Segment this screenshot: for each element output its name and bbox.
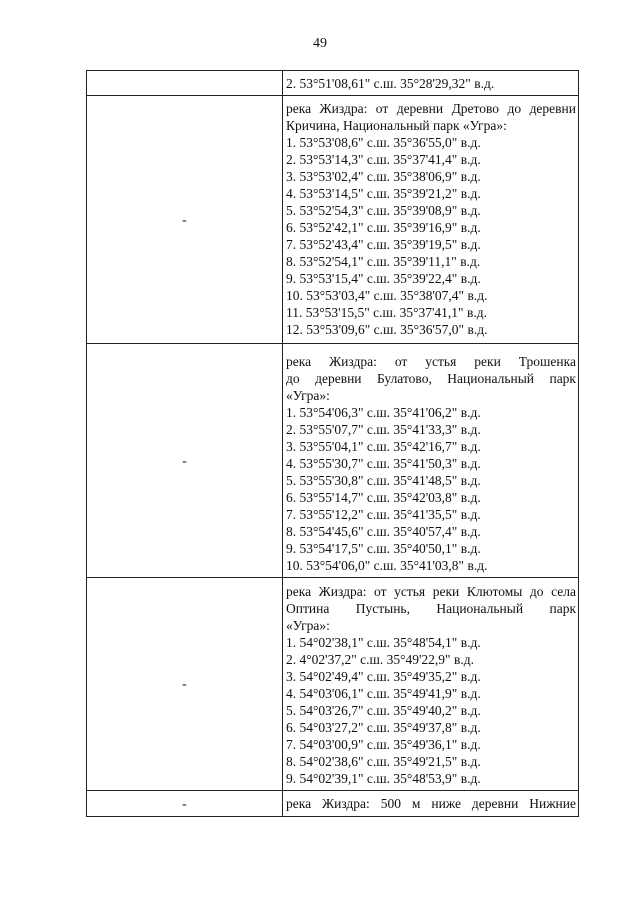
coordinate-point: 1. 53°54'06,3" с.ш. 35°41'06,2" в.д. xyxy=(286,405,481,420)
coordinate-point: 12. 53°53'09,6" с.ш. 35°36'57,0" в.д. xyxy=(286,322,488,337)
description-text: река Жиздра: от деревни Дретово до деревни xyxy=(286,101,576,116)
coordinate-point: 11. 53°53'15,5" с.ш. 35°37'41,1" в.д. xyxy=(286,305,487,320)
coordinate-point: 3. 53°55'04,1" с.ш. 35°42'16,7" в.д. xyxy=(286,439,481,454)
description-text: до деревни Булатово, Национальный парк xyxy=(286,371,576,386)
coordinate-point: 6. 53°55'14,7" с.ш. 35°42'03,8" в.д. xyxy=(286,490,481,505)
description-text: Оптина Пустынь, Национальный парк xyxy=(286,601,576,616)
description-text: река Жиздра: от устья реки Клютомы до села xyxy=(286,584,576,599)
coordinates-table xyxy=(86,70,579,817)
coordinate-point: 5. 54°03'26,7" с.ш. 35°49'40,2" в.д. xyxy=(286,703,481,718)
coordinate-point: 10. 53°53'03,4" с.ш. 35°38'07,4" в.д. xyxy=(286,288,488,303)
coordinate-point: 9. 54°02'39,1" с.ш. 35°48'53,9" в.д. xyxy=(286,771,481,786)
row-marker-cell xyxy=(87,71,283,96)
coordinate-point: 7. 54°03'00,9" с.ш. 35°49'36,1" в.д. xyxy=(286,737,481,752)
coordinate-point: 8. 53°54'45,6" с.ш. 35°40'57,4" в.д. xyxy=(286,524,481,539)
description-text: «Угра»: xyxy=(286,618,330,633)
coordinate-point: 6. 53°52'42,1" с.ш. 35°39'16,9" в.д. xyxy=(286,220,481,235)
coordinate-point: 10. 53°54'06,0" с.ш. 35°41'03,8" в.д. xyxy=(286,558,488,573)
table-row xyxy=(87,344,579,578)
table-row xyxy=(87,578,579,791)
coordinate-point: 9. 53°54'17,5" с.ш. 35°40'50,1" в.д. xyxy=(286,541,481,556)
description-text: река Жиздра: 500 м ниже деревни Нижние xyxy=(286,796,576,811)
description-text: Кричина, Национальный парк «Угра»: xyxy=(286,118,507,133)
table-body xyxy=(87,71,579,817)
row-marker: - xyxy=(182,677,187,692)
row-marker: - xyxy=(182,212,187,228)
coordinate-point: 8. 53°52'54,1" с.ш. 35°39'11,1" в.д. xyxy=(286,254,481,269)
description-cell xyxy=(283,71,579,96)
coordinate-point: 2. 4°02'37,2" с.ш. 35°49'22,9" в.д. xyxy=(286,652,474,667)
description-cell xyxy=(283,791,579,817)
description-cell xyxy=(283,344,579,578)
coordinate-point: 3. 54°02'49,4" с.ш. 35°49'35,2" в.д. xyxy=(286,669,481,684)
coordinate-point: 2. 53°55'07,7" с.ш. 35°41'33,3" в.д. xyxy=(286,422,481,437)
coordinate-point: 4. 53°55'30,7" с.ш. 35°41'50,3" в.д. xyxy=(286,456,481,471)
coordinate-point: 1. 53°53'08,6" с.ш. 35°36'55,0" в.д. xyxy=(286,135,481,150)
description-text: «Угра»: xyxy=(286,388,330,403)
table-row xyxy=(87,791,579,817)
coordinate-point: 4. 53°53'14,5" с.ш. 35°39'21,2" в.д. xyxy=(286,186,481,201)
coordinate-point: 7. 53°55'12,2" с.ш. 35°41'35,5" в.д. xyxy=(286,507,481,522)
table-row xyxy=(87,96,579,344)
coordinate-point: 5. 53°52'54,3" с.ш. 35°39'08,9" в.д. xyxy=(286,203,481,218)
coordinate-point: 9. 53°53'15,4" с.ш. 35°39'22,4" в.д. xyxy=(286,271,481,286)
row-marker-cell xyxy=(87,96,283,344)
page-number: 49 xyxy=(313,36,327,51)
row-marker-cell xyxy=(87,791,283,817)
row-marker-cell xyxy=(87,578,283,791)
coordinate-point: 4. 54°03'06,1" с.ш. 35°49'41,9" в.д. xyxy=(286,686,481,701)
coordinate-point: 7. 53°52'43,4" с.ш. 35°39'19,5" в.д. xyxy=(286,237,481,252)
table-row xyxy=(87,71,579,96)
coordinate-point: 1. 54°02'38,1" с.ш. 35°48'54,1" в.д. xyxy=(286,635,481,650)
coordinate-point: 8. 54°02'38,6" с.ш. 35°49'21,5" в.д. xyxy=(286,754,481,769)
description-cell xyxy=(283,578,579,791)
coordinate-point: 2. 53°53'14,3" с.ш. 35°37'41,4" в.д. xyxy=(286,152,481,167)
row-marker: - xyxy=(182,796,187,812)
coordinate-point: 2. 53°51'08,61" с.ш. 35°28'29,32" в.д. xyxy=(286,76,495,91)
description-cell xyxy=(283,96,579,344)
coordinate-point: 6. 54°03'27,2" с.ш. 35°49'37,8" в.д. xyxy=(286,720,481,735)
coordinate-point: 3. 53°53'02,4" с.ш. 35°38'06,9" в.д. xyxy=(286,169,481,184)
description-text: река Жиздра: от устья реки Трошенка xyxy=(286,354,576,369)
row-marker-cell xyxy=(87,344,283,578)
row-marker: - xyxy=(182,453,187,469)
coordinate-point: 5. 53°55'30,8" с.ш. 35°41'48,5" в.д. xyxy=(286,473,481,488)
